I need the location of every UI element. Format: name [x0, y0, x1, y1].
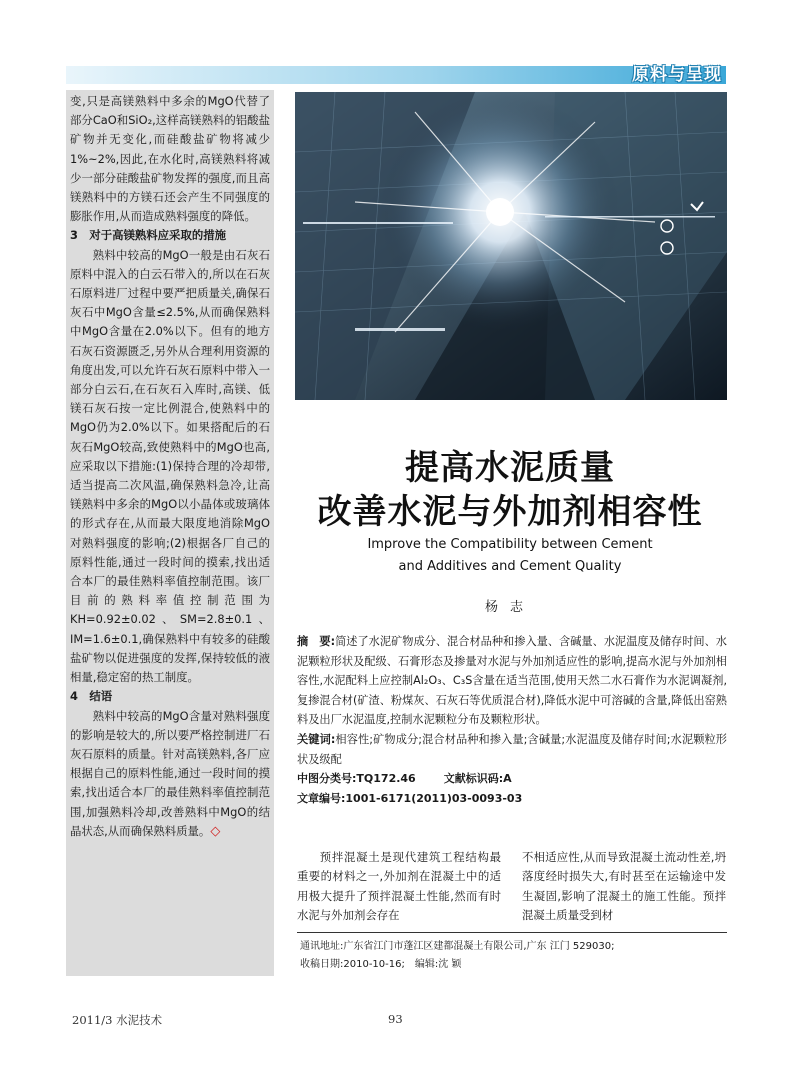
doc-code-value: A [503, 772, 512, 786]
left-paragraph-2: 熟料中较高的MgO一般是由石灰石原料中混入的白云石带入的,所以在石灰石原料进厂过程中要严把质量关,确保石灰石中MgO含量≤2.5%,从而确保熟料中MgO含量在2.0%以下。但有的地方石灰石资源匮乏,另外从合理利用资源的角度出发,可以允许石灰石原料中带入一部分白云石,在石灰石入库时,高镁、低镁石灰石按一定比例混合,使熟料中的MgO仍为2.0%以下。如果搭配后的石灰石MgO较高,致使熟料中的MgO也高,应采取以下措施:(1)保持合理的冷却带,适当提高二次风温,确保熟料急冷,让高镁熟料中多余的MgO以小晶体或玻璃体的形式存在,从而最大限度地消除MgO对熟料强度的影响;(2)根据各厂自己的原料性能,通过一段时间的摸索,找出适合本厂的最佳熟料率值控制范围。该厂目前的熟料率值控制范围为KH=0.92±0.02、SM=2.8±0.1、IM=1.6±0.1,确保熟料中有较多的硅酸盐矿物以促进强度的发挥,保持较低的液相量,稳定窑的热工制度。 [70, 247, 270, 685]
keywords-text: 相容性;矿物成分;混合材品种和掺入量;含碱量;水泥温度及储存时间;水泥颗粒形状及级配 [297, 732, 727, 766]
keywords [297, 730, 727, 769]
header-bar [66, 66, 726, 84]
title-cn-line-2: 改善水泥与外加剂相容性 [317, 492, 703, 532]
left-column [66, 90, 274, 976]
abstract-label: 摘 要: [297, 635, 336, 648]
footnote-dates: 收稿日期:2010-10-16; 编辑:沈 颖 [300, 959, 462, 970]
body-text-left: 预拌混凝土是现代建筑工程结构最重要的材料之一,外加剂在混凝土中的适用极大提升了预拌混凝土性能,然而有时水泥与外加剂会存在 [297, 850, 501, 923]
body-text-right: 不相适应性,从而导致混凝土流动性差,坍落度经时损失大,有时甚至在运输途中发生凝固,影响了混凝土的施工性能。预拌混凝土质量受到材 [522, 850, 726, 923]
page-number: 93 [388, 1012, 403, 1026]
section-heading-4: 4 结语 [70, 689, 113, 704]
conclusion-text: 熟料中较高的MgO含量对熟料强度的影响是较大的,所以要严格控制进厂石灰石原料的质量。针对高镁熟料,各厂应根据自己的原料性能,通过一段时间的摸索,找出适合本厂的最佳熟料率值控制范围,加强熟料冷却,改善熟料中MgO的结晶状态,从而确保熟料质量。 [70, 708, 270, 838]
left-paragraph-3 [70, 707, 270, 841]
section-heading-3: 3 对于高镁熟料应采取的措施 [70, 228, 227, 243]
article-number-line [297, 789, 727, 809]
end-mark-icon: ◇ [210, 823, 221, 839]
title-en-line-2: and Additives and Cement Quality [398, 559, 622, 574]
clc-value: TQ172.46 [356, 772, 416, 786]
hero-image [295, 92, 727, 400]
left-paragraph-1: 变,只是高镁熟料中多余的MgO代替了部分CaO和SiO₂,这样高镁熟料的铝酸盐矿物并无变化,而硅酸盐矿物将减少1%~2%,因此,在水化时,高镁熟料将减少一部分硅酸盐矿物发挥的强度,而且高镁熟料中的方镁石还会产生不同强度的膨胀作用,从而造成熟料强度的降低。 [70, 94, 270, 224]
hero-graphic [295, 92, 727, 400]
doc-code-label: 文献标识码: [443, 772, 504, 786]
footnote [300, 938, 730, 974]
abstract-block [297, 632, 727, 808]
title-cn-line-1: 提高水泥质量 [405, 448, 615, 488]
footnote-divider [297, 932, 727, 933]
body-column-left [297, 848, 501, 926]
title-en-line-1: Improve the Compatibility between Cement [367, 537, 653, 552]
author: 杨志 [484, 600, 535, 615]
title-block [290, 446, 730, 578]
journal-footer: 2011/3 水泥技术 [72, 1013, 163, 1027]
section-title: 原料与呈现 [632, 65, 722, 85]
body-column-right [522, 848, 726, 926]
article-no-label: 文章编号: [297, 791, 346, 805]
keywords-label: 关键词: [297, 732, 336, 746]
article-no-value: 1001-6171(2011)03-0093-03 [345, 791, 523, 805]
footnote-address: 通讯地址:广东省江门市蓬江区建都混凝土有限公司,广东 江门 529030; [300, 941, 615, 952]
clc-label: 中图分类号: [297, 772, 357, 786]
abstract-text: 简述了水泥矿物成分、混合材品种和掺入量、含碱量、水泥温度及储存时间、水泥颗粒形状及配级、石膏形态及掺量对水泥与外加剂适应性的影响,提高水泥与外加剂相容性,水泥配料上应控制Al₂O₃、C₃S含量在适当范围,使用天然二水石膏作为水泥调凝剂,复掺混合材(矿渣、粉煤灰、石灰石等优质混合材),降低水泥中可溶碱的含量,降低出窑熟料及出厂水泥温度,控制水泥颗粒分布及颗粒形状。 [297, 635, 727, 727]
abstract [297, 632, 727, 730]
classification-line [297, 769, 727, 789]
